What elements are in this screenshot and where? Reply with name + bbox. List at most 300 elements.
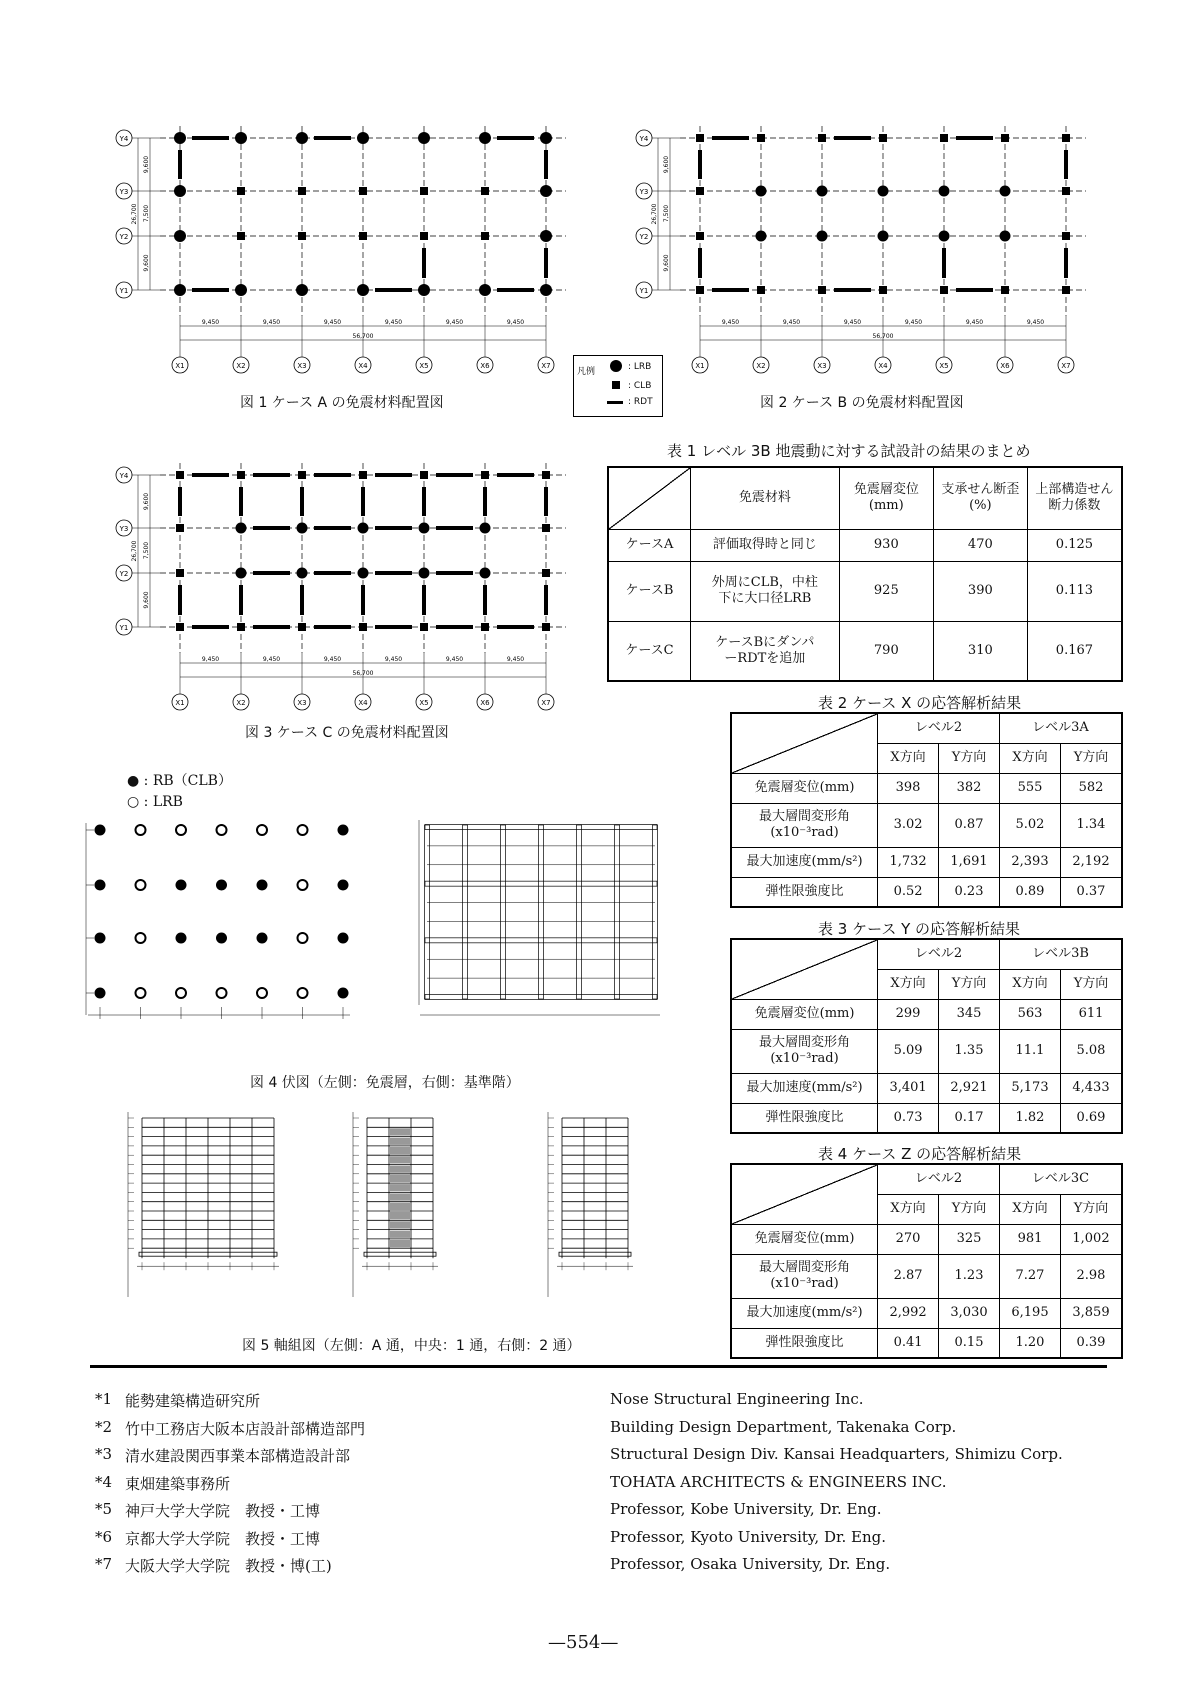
rb-bearing bbox=[216, 933, 227, 944]
rdt-damper bbox=[497, 136, 534, 140]
table-cell: 11.1 bbox=[1000, 1029, 1061, 1073]
row-label: 最大加速度(mm/s²) bbox=[731, 847, 878, 877]
lrb-bearing bbox=[817, 231, 828, 242]
rdt-damper bbox=[178, 487, 182, 516]
clb-bearing bbox=[298, 187, 306, 195]
fig2-caption: 図 2 ケース B の免震材料配置図 bbox=[760, 395, 964, 411]
rdt-damper bbox=[436, 625, 473, 629]
span-dimension: 9,450 bbox=[445, 319, 464, 326]
t1-h-strain: 支承せん断歪(%) bbox=[933, 467, 1027, 529]
clb-bearing bbox=[696, 187, 704, 195]
t1-cell: 390 bbox=[933, 561, 1027, 621]
table-cell: 4,433 bbox=[1060, 1073, 1122, 1103]
col-axis-label: X1 bbox=[175, 699, 185, 707]
fig3-plan bbox=[110, 455, 580, 720]
table-cell: 5,173 bbox=[1000, 1073, 1061, 1103]
rdt-damper bbox=[239, 487, 243, 516]
clb-bearing bbox=[542, 471, 550, 479]
rb-bearing bbox=[257, 933, 268, 944]
clb-bearing bbox=[1001, 286, 1009, 294]
rdt-damper bbox=[253, 526, 290, 530]
lrb-bearing bbox=[939, 231, 950, 242]
foundation-beam bbox=[559, 1252, 631, 1256]
table-cell: 0.87 bbox=[939, 803, 1000, 847]
row-axis-label: Y1 bbox=[119, 624, 129, 632]
clb-bearing bbox=[542, 623, 550, 631]
col-axis-label: X4 bbox=[358, 699, 368, 707]
fig4-caption: 図 4 伏図（左側：免震層，右側：基準階） bbox=[250, 1075, 520, 1091]
span-dimension: 9,450 bbox=[782, 319, 801, 326]
lrb-bearing bbox=[418, 284, 430, 296]
row-axis-label: Y3 bbox=[639, 188, 649, 196]
clb-bearing bbox=[298, 623, 306, 631]
clb-bearing bbox=[298, 232, 306, 240]
fig4-legend-rb: ● : RB（CLB） bbox=[127, 773, 232, 789]
lrb-bearing bbox=[480, 568, 491, 579]
rb-bearing bbox=[95, 880, 106, 891]
shear-wall bbox=[390, 1212, 410, 1219]
clb-bearing bbox=[237, 623, 245, 631]
rdt-damper bbox=[544, 487, 548, 516]
table-cell: 0.52 bbox=[878, 877, 939, 907]
lrb-legend-icon bbox=[610, 360, 622, 372]
clb-bearing bbox=[1062, 286, 1070, 294]
lrb-bearing bbox=[358, 523, 369, 534]
span-dimension: 9,450 bbox=[1026, 319, 1045, 326]
rdt-damper bbox=[375, 526, 412, 530]
clb-bearing bbox=[757, 286, 765, 294]
page-number: —554— bbox=[548, 1632, 619, 1653]
rdt-damper bbox=[192, 136, 229, 140]
rdt-damper bbox=[300, 585, 304, 615]
table-cell: 2,393 bbox=[1000, 847, 1061, 877]
lrb-bearing bbox=[235, 284, 247, 296]
footnote-mark: *3 bbox=[95, 1445, 113, 1463]
bay-dimension: 9,600 bbox=[143, 591, 150, 609]
row-label: 弾性限強度比 bbox=[731, 877, 878, 907]
lrb-bearing bbox=[298, 988, 308, 998]
rdt-damper bbox=[956, 136, 993, 140]
rdt-damper bbox=[314, 473, 351, 477]
lrb-bearing bbox=[297, 568, 308, 579]
rdt-damper bbox=[483, 585, 487, 615]
span-dimension: 9,450 bbox=[201, 319, 220, 326]
total-dimension: 56,700 bbox=[872, 333, 894, 340]
clb-bearing bbox=[818, 286, 826, 294]
clb-bearing bbox=[757, 134, 765, 142]
table-cell: 1.82 bbox=[1000, 1103, 1061, 1133]
legend-title: 凡例 bbox=[577, 367, 596, 377]
lrb-bearing bbox=[357, 132, 369, 144]
t1-cell: 930 bbox=[839, 529, 933, 561]
lrb-bearing bbox=[176, 988, 186, 998]
table-cell: 6,195 bbox=[1000, 1298, 1061, 1328]
corner-cell bbox=[731, 1164, 878, 1224]
rdt-legend-icon bbox=[607, 401, 623, 404]
lrb-bearing bbox=[540, 185, 552, 197]
lrb-bearing bbox=[358, 568, 369, 579]
t1-cell: 0.125 bbox=[1027, 529, 1122, 561]
level-header: レベル2 bbox=[878, 713, 1000, 743]
clb-bearing bbox=[696, 286, 704, 294]
t1-h-coef: 上部構造せん断力係数 bbox=[1027, 467, 1122, 529]
span-dimension: 9,450 bbox=[201, 656, 220, 663]
t1-case: ケースA bbox=[608, 529, 690, 561]
footnote-en: Nose Structural Engineering Inc. bbox=[610, 1390, 864, 1408]
row-axis-label: Y4 bbox=[639, 135, 649, 143]
lrb-bearing bbox=[298, 880, 308, 890]
shear-wall bbox=[390, 1193, 410, 1200]
clb-bearing bbox=[237, 471, 245, 479]
shear-wall bbox=[390, 1138, 410, 1145]
lrb-bearing bbox=[1000, 231, 1011, 242]
clb-bearing bbox=[359, 232, 367, 240]
footnote-rule bbox=[90, 1365, 1107, 1368]
col-axis-label: X1 bbox=[175, 362, 185, 370]
row-axis-label: Y4 bbox=[119, 135, 129, 143]
table4 bbox=[730, 1163, 1123, 1359]
level-header: レベル3C bbox=[1000, 1164, 1123, 1194]
col-axis-label: X3 bbox=[297, 699, 307, 707]
lrb-bearing bbox=[878, 231, 889, 242]
rdt-damper bbox=[698, 248, 702, 278]
clb-bearing bbox=[176, 569, 184, 577]
footnote-mark: *7 bbox=[95, 1555, 113, 1573]
col-axis-label: X5 bbox=[419, 699, 429, 707]
shear-wall bbox=[390, 1175, 410, 1182]
rb-bearing bbox=[338, 825, 349, 836]
row-axis-label: Y3 bbox=[119, 525, 129, 533]
col-axis-label: X4 bbox=[878, 362, 888, 370]
lrb-bearing bbox=[817, 186, 828, 197]
clb-bearing bbox=[879, 134, 887, 142]
shear-wall bbox=[390, 1240, 410, 1247]
rb-bearing bbox=[257, 880, 268, 891]
column-line bbox=[539, 825, 544, 999]
span-dimension: 9,450 bbox=[965, 319, 984, 326]
lrb-bearing bbox=[217, 825, 227, 835]
row-label: 免震層変位(mm) bbox=[731, 773, 878, 803]
rdt-damper bbox=[422, 248, 426, 278]
rb-bearing bbox=[338, 880, 349, 891]
table-cell: 981 bbox=[1000, 1224, 1061, 1254]
rdt-damper bbox=[314, 571, 351, 575]
table-cell: 345 bbox=[939, 999, 1000, 1029]
level-header: レベル2 bbox=[878, 939, 1000, 969]
table-cell: 1.20 bbox=[1000, 1328, 1061, 1358]
rdt-damper bbox=[497, 625, 534, 629]
rdt-damper bbox=[956, 288, 993, 292]
column-line bbox=[615, 825, 620, 999]
footnote-mark: *2 bbox=[95, 1417, 113, 1436]
lrb-bearing bbox=[174, 185, 186, 197]
table-cell: 0.39 bbox=[1060, 1328, 1122, 1358]
table-cell: 5.02 bbox=[1000, 803, 1061, 847]
row-label: 最大層間変形角(x10⁻³rad) bbox=[731, 1029, 878, 1073]
fig4-typical-floor-plan bbox=[415, 815, 715, 1055]
total-dimension: 26,700 bbox=[131, 203, 138, 225]
column-line bbox=[501, 825, 506, 999]
rb-bearing bbox=[176, 880, 187, 891]
rdt-damper bbox=[178, 585, 182, 615]
clb-bearing bbox=[237, 232, 245, 240]
lrb-bearing bbox=[136, 933, 146, 943]
column-line bbox=[463, 825, 468, 999]
table-cell: 3,859 bbox=[1060, 1298, 1122, 1328]
span-dimension: 9,450 bbox=[843, 319, 862, 326]
clb-bearing bbox=[176, 471, 184, 479]
lrb-bearing bbox=[176, 825, 186, 835]
rdt-damper bbox=[192, 288, 229, 292]
direction-header: X方向 bbox=[878, 743, 939, 773]
footnote-en: Professor, Kyoto University, Dr. Eng. bbox=[610, 1527, 887, 1546]
lrb-bearing bbox=[298, 933, 308, 943]
footnote-mark: *1 bbox=[95, 1390, 113, 1408]
corner-cell bbox=[731, 713, 878, 773]
clb-bearing bbox=[420, 623, 428, 631]
rdt-damper bbox=[712, 288, 749, 292]
lrb-bearing bbox=[418, 132, 430, 144]
lrb-bearing bbox=[419, 523, 430, 534]
bay-dimension: 9,600 bbox=[663, 254, 670, 272]
lrb-bearing bbox=[174, 132, 186, 144]
lrb-bearing bbox=[1000, 186, 1011, 197]
direction-header: Y方向 bbox=[939, 1194, 1000, 1224]
table-cell: 0.69 bbox=[1060, 1103, 1122, 1133]
span-dimension: 9,450 bbox=[323, 319, 342, 326]
table-cell: 0.17 bbox=[939, 1103, 1000, 1133]
fig4-isolation-plan bbox=[80, 815, 380, 1055]
span-dimension: 9,450 bbox=[262, 319, 281, 326]
rdt-damper bbox=[314, 526, 351, 530]
column-line bbox=[577, 825, 582, 999]
table-cell: 0.73 bbox=[878, 1103, 939, 1133]
fig5-frame-a bbox=[120, 1112, 325, 1322]
footnote-mark: *6 bbox=[95, 1527, 113, 1546]
shear-wall bbox=[390, 1166, 410, 1173]
rdt-damper bbox=[375, 473, 412, 477]
bay-dimension: 9,600 bbox=[143, 254, 150, 272]
row-label: 最大層間変形角(x10⁻³rad) bbox=[731, 803, 878, 847]
t1-cell: 310 bbox=[933, 621, 1027, 681]
table-cell: 5.09 bbox=[878, 1029, 939, 1073]
table-cell: 382 bbox=[939, 773, 1000, 803]
row-label: 最大層間変形角(x10⁻³rad) bbox=[731, 1254, 878, 1298]
rdt-damper bbox=[712, 136, 749, 140]
bay-dimension: 7,500 bbox=[143, 204, 150, 223]
lrb-bearing bbox=[540, 230, 552, 242]
row-label: 最大加速度(mm/s²) bbox=[731, 1298, 878, 1328]
legend-clb: : CLB bbox=[628, 381, 652, 391]
lrb-bearing bbox=[419, 568, 430, 579]
lrb-bearing bbox=[878, 186, 889, 197]
direction-header: X方向 bbox=[1000, 969, 1061, 999]
footnote-mark: *4 bbox=[95, 1472, 113, 1491]
clb-bearing bbox=[481, 623, 489, 631]
level-header: レベル2 bbox=[878, 1164, 1000, 1194]
shear-wall bbox=[390, 1184, 410, 1191]
rdt-damper bbox=[497, 473, 534, 477]
clb-bearing bbox=[879, 286, 887, 294]
bay-dimension: 7,500 bbox=[143, 541, 150, 560]
total-dimension: 56,700 bbox=[352, 333, 374, 340]
shear-wall bbox=[390, 1221, 410, 1228]
fig5-frame-2 bbox=[540, 1112, 700, 1322]
t1-material: 外周にCLB，中柱下に大口径LRB bbox=[690, 561, 839, 621]
lrb-bearing bbox=[217, 988, 227, 998]
span-dimension: 9,450 bbox=[904, 319, 923, 326]
rdt-damper bbox=[698, 150, 702, 179]
col-axis-label: X3 bbox=[817, 362, 827, 370]
span-dimension: 9,450 bbox=[384, 656, 403, 663]
col-axis-label: X3 bbox=[297, 362, 307, 370]
legend-lrb: : LRB bbox=[628, 362, 652, 372]
rdt-damper bbox=[375, 571, 412, 575]
footnote-jp: 清水建設関西事業本部構造設計部 bbox=[125, 1447, 351, 1465]
rdt-damper bbox=[361, 585, 365, 615]
lrb-bearing bbox=[479, 132, 491, 144]
rb-bearing bbox=[176, 933, 187, 944]
rdt-damper bbox=[544, 150, 548, 179]
table-cell: 299 bbox=[878, 999, 939, 1029]
col-axis-label: X2 bbox=[756, 362, 766, 370]
lrb-bearing bbox=[236, 568, 247, 579]
footnote-en: TOHATA ARCHITECTS & ENGINEERS INC. bbox=[610, 1472, 947, 1491]
table-cell: 3,030 bbox=[939, 1298, 1000, 1328]
row-axis-label: Y4 bbox=[119, 472, 129, 480]
direction-header: Y方向 bbox=[939, 743, 1000, 773]
footnote-en: Professor, Osaka University, Dr. Eng. bbox=[610, 1555, 891, 1573]
clb-bearing bbox=[176, 623, 184, 631]
lrb-bearing bbox=[540, 284, 552, 296]
t1-cell: 470 bbox=[933, 529, 1027, 561]
lrb-bearing bbox=[136, 988, 146, 998]
col-axis-label: X1 bbox=[695, 362, 705, 370]
footnote-en: Professor, Kobe University, Dr. Eng. bbox=[610, 1500, 882, 1518]
table-cell: 0.15 bbox=[939, 1328, 1000, 1358]
col-axis-label: X5 bbox=[419, 362, 429, 370]
table-cell: 1,002 bbox=[1060, 1224, 1122, 1254]
table-cell: 2.98 bbox=[1060, 1254, 1122, 1298]
row-label: 免震層変位(mm) bbox=[731, 999, 878, 1029]
table4-title: 表 4 ケース Z の応答解析結果 bbox=[818, 1145, 1022, 1163]
row-axis-label: Y1 bbox=[639, 287, 649, 295]
clb-bearing bbox=[420, 471, 428, 479]
lrb-bearing bbox=[297, 523, 308, 534]
clb-bearing bbox=[237, 187, 245, 195]
lrb-bearing bbox=[174, 284, 186, 296]
table-cell: 2,992 bbox=[878, 1298, 939, 1328]
rb-bearing bbox=[95, 933, 106, 944]
rdt-damper bbox=[497, 288, 534, 292]
total-dimension: 26,700 bbox=[131, 540, 138, 562]
clb-legend-icon bbox=[612, 381, 620, 389]
table2-title: 表 2 ケース X の応答解析結果 bbox=[818, 694, 1022, 712]
foundation-beam bbox=[364, 1252, 436, 1256]
table-cell: 5.08 bbox=[1060, 1029, 1122, 1073]
total-dimension: 26,700 bbox=[651, 203, 658, 225]
rdt-damper bbox=[834, 136, 871, 140]
rdt-damper bbox=[361, 487, 365, 516]
table-cell: 1.23 bbox=[939, 1254, 1000, 1298]
direction-header: X方向 bbox=[878, 1194, 939, 1224]
footnote-en: Structural Design Div. Kansai Headquarters, Shimizu Corp. bbox=[610, 1445, 1063, 1463]
clb-bearing bbox=[1062, 134, 1070, 142]
lrb-bearing bbox=[357, 284, 369, 296]
col-axis-label: X7 bbox=[541, 699, 551, 707]
footnote-jp: 神戸大学大学院 教授・工博 bbox=[125, 1502, 321, 1520]
table-cell: 0.41 bbox=[878, 1328, 939, 1358]
table-cell: 325 bbox=[939, 1224, 1000, 1254]
clb-bearing bbox=[818, 134, 826, 142]
span-dimension: 9,450 bbox=[323, 656, 342, 663]
rdt-damper bbox=[314, 625, 351, 629]
table-cell: 1.35 bbox=[939, 1029, 1000, 1073]
lrb-bearing bbox=[756, 231, 767, 242]
rdt-damper bbox=[422, 585, 426, 615]
clb-bearing bbox=[359, 471, 367, 479]
shear-wall bbox=[390, 1128, 410, 1135]
lrb-bearing bbox=[479, 284, 491, 296]
table-cell: 1,732 bbox=[878, 847, 939, 877]
rdt-damper bbox=[375, 625, 412, 629]
beam-line bbox=[425, 881, 657, 886]
t1-cell: 790 bbox=[839, 621, 933, 681]
clb-bearing bbox=[481, 471, 489, 479]
col-axis-label: X5 bbox=[939, 362, 949, 370]
shear-wall bbox=[390, 1147, 410, 1154]
bay-dimension: 9,600 bbox=[663, 155, 670, 174]
t1-h-material: 免震材料 bbox=[690, 467, 839, 529]
rb-bearing bbox=[338, 988, 349, 999]
col-axis-label: X4 bbox=[358, 362, 368, 370]
row-axis-label: Y1 bbox=[119, 287, 129, 295]
col-axis-label: X2 bbox=[236, 699, 246, 707]
rdt-damper bbox=[834, 288, 871, 292]
rb-bearing bbox=[95, 825, 106, 836]
rdt-damper bbox=[544, 248, 548, 278]
rdt-damper bbox=[1064, 248, 1068, 278]
table2 bbox=[730, 712, 1123, 908]
rdt-damper bbox=[942, 248, 946, 278]
table-cell: 555 bbox=[1000, 773, 1061, 803]
clb-bearing bbox=[542, 524, 550, 532]
rdt-damper bbox=[300, 487, 304, 516]
column-line bbox=[425, 825, 430, 999]
row-label: 弾性限強度比 bbox=[731, 1328, 878, 1358]
rdt-damper bbox=[422, 487, 426, 516]
col-axis-label: X7 bbox=[541, 362, 551, 370]
clb-bearing bbox=[542, 569, 550, 577]
clb-bearing bbox=[420, 232, 428, 240]
lrb-bearing bbox=[257, 988, 267, 998]
row-label: 免震層変位(mm) bbox=[731, 1224, 878, 1254]
rdt-damper bbox=[375, 288, 412, 292]
rdt-damper bbox=[314, 136, 351, 140]
rdt-damper bbox=[253, 625, 290, 629]
table-cell: 0.89 bbox=[1000, 877, 1061, 907]
table1 bbox=[607, 466, 1123, 682]
table-cell: 0.23 bbox=[939, 877, 1000, 907]
t1-h-disp: 免震層変位(mm) bbox=[839, 467, 933, 529]
rb-bearing bbox=[216, 880, 227, 891]
clb-bearing bbox=[176, 524, 184, 532]
col-axis-label: X7 bbox=[1061, 362, 1071, 370]
table-cell: 1,691 bbox=[939, 847, 1000, 877]
row-axis-label: Y2 bbox=[119, 233, 129, 241]
rb-bearing bbox=[338, 933, 349, 944]
table-cell: 2.87 bbox=[878, 1254, 939, 1298]
